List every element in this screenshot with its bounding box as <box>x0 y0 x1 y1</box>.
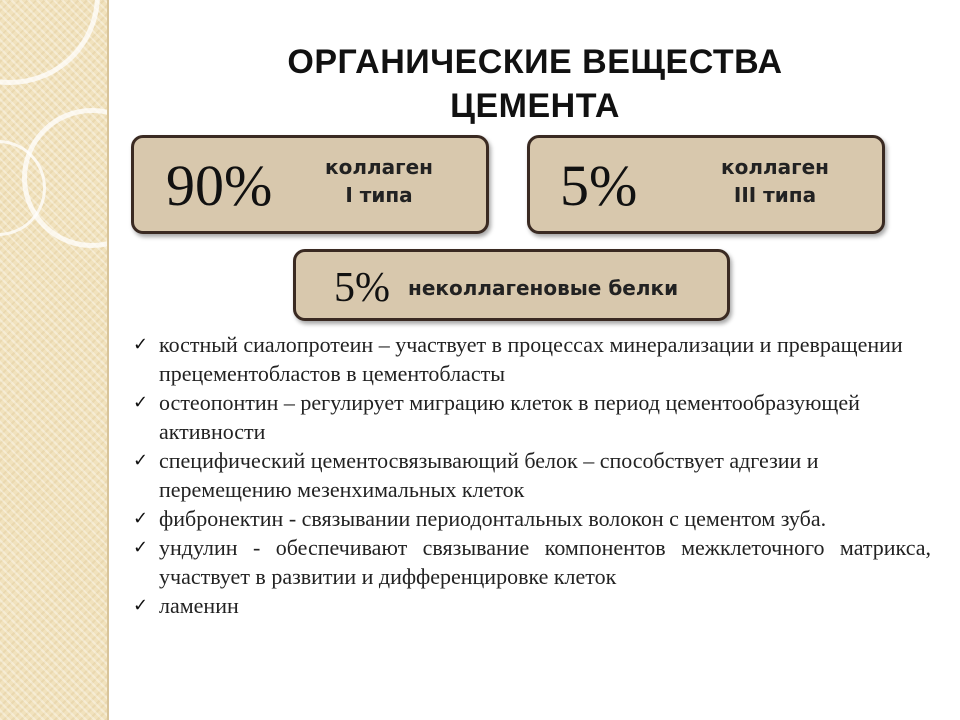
checkmark-icon: ✓ <box>133 508 149 529</box>
stat-label <box>408 274 718 302</box>
stat-box-noncollagen <box>293 249 730 321</box>
checkmark-icon: ✓ <box>133 392 149 413</box>
stat-label <box>309 153 449 209</box>
checkmark-icon: ✓ <box>133 450 149 471</box>
checkmark-icon: ✓ <box>133 334 149 355</box>
list-item <box>131 504 931 533</box>
list-item <box>131 446 931 504</box>
stat-label-line: I типа <box>345 183 413 207</box>
stat-label-line: коллаген <box>325 155 433 179</box>
list-item-text: фибронектин - связывании периодонтальных волокон с цементом зуба. <box>159 506 827 531</box>
list-item-text: ундулин - обеспечивают связывание компонентов межклеточного матрикса, участвует в развитии и дифференцировке клеток <box>159 535 931 589</box>
stat-label-line: неколлагеновые белки <box>408 276 679 300</box>
stat-label-line: коллаген <box>721 155 829 179</box>
side-divider <box>107 0 109 720</box>
list-item <box>131 388 931 446</box>
stat-percent: 5% <box>560 153 638 218</box>
protein-list <box>131 330 931 620</box>
stat-box-collagen-3 <box>527 135 885 234</box>
list-item-text: специфический цементосвязывающий белок – способствует адгезии и перемещению мезенхимальных клеток <box>159 448 819 502</box>
list-item-text: остеопонтин – регулирует миграцию клеток в период цементообразующей активности <box>159 390 860 444</box>
list-item-text: костный сиалопротеин – участвует в процессах минерализации и превращении прецементобластов в цементобласты <box>159 332 903 386</box>
slide-title: ОРГАНИЧЕСКИЕ ВЕЩЕСТВА ЦЕМЕНТА <box>287 43 783 125</box>
stat-label-line: III типа <box>733 183 817 207</box>
decorative-side-strip <box>0 0 107 720</box>
stat-box-collagen-1 <box>131 135 489 234</box>
stat-percent: 5% <box>334 265 390 311</box>
list-item <box>131 533 931 591</box>
list-item-text: ламенин <box>159 593 239 618</box>
checkmark-icon: ✓ <box>133 537 149 558</box>
list-item <box>131 330 931 388</box>
stat-label <box>705 153 845 209</box>
decorative-ring <box>0 0 100 85</box>
stat-percent: 90% <box>166 153 273 218</box>
checkmark-icon: ✓ <box>133 595 149 616</box>
list-item <box>131 591 931 620</box>
